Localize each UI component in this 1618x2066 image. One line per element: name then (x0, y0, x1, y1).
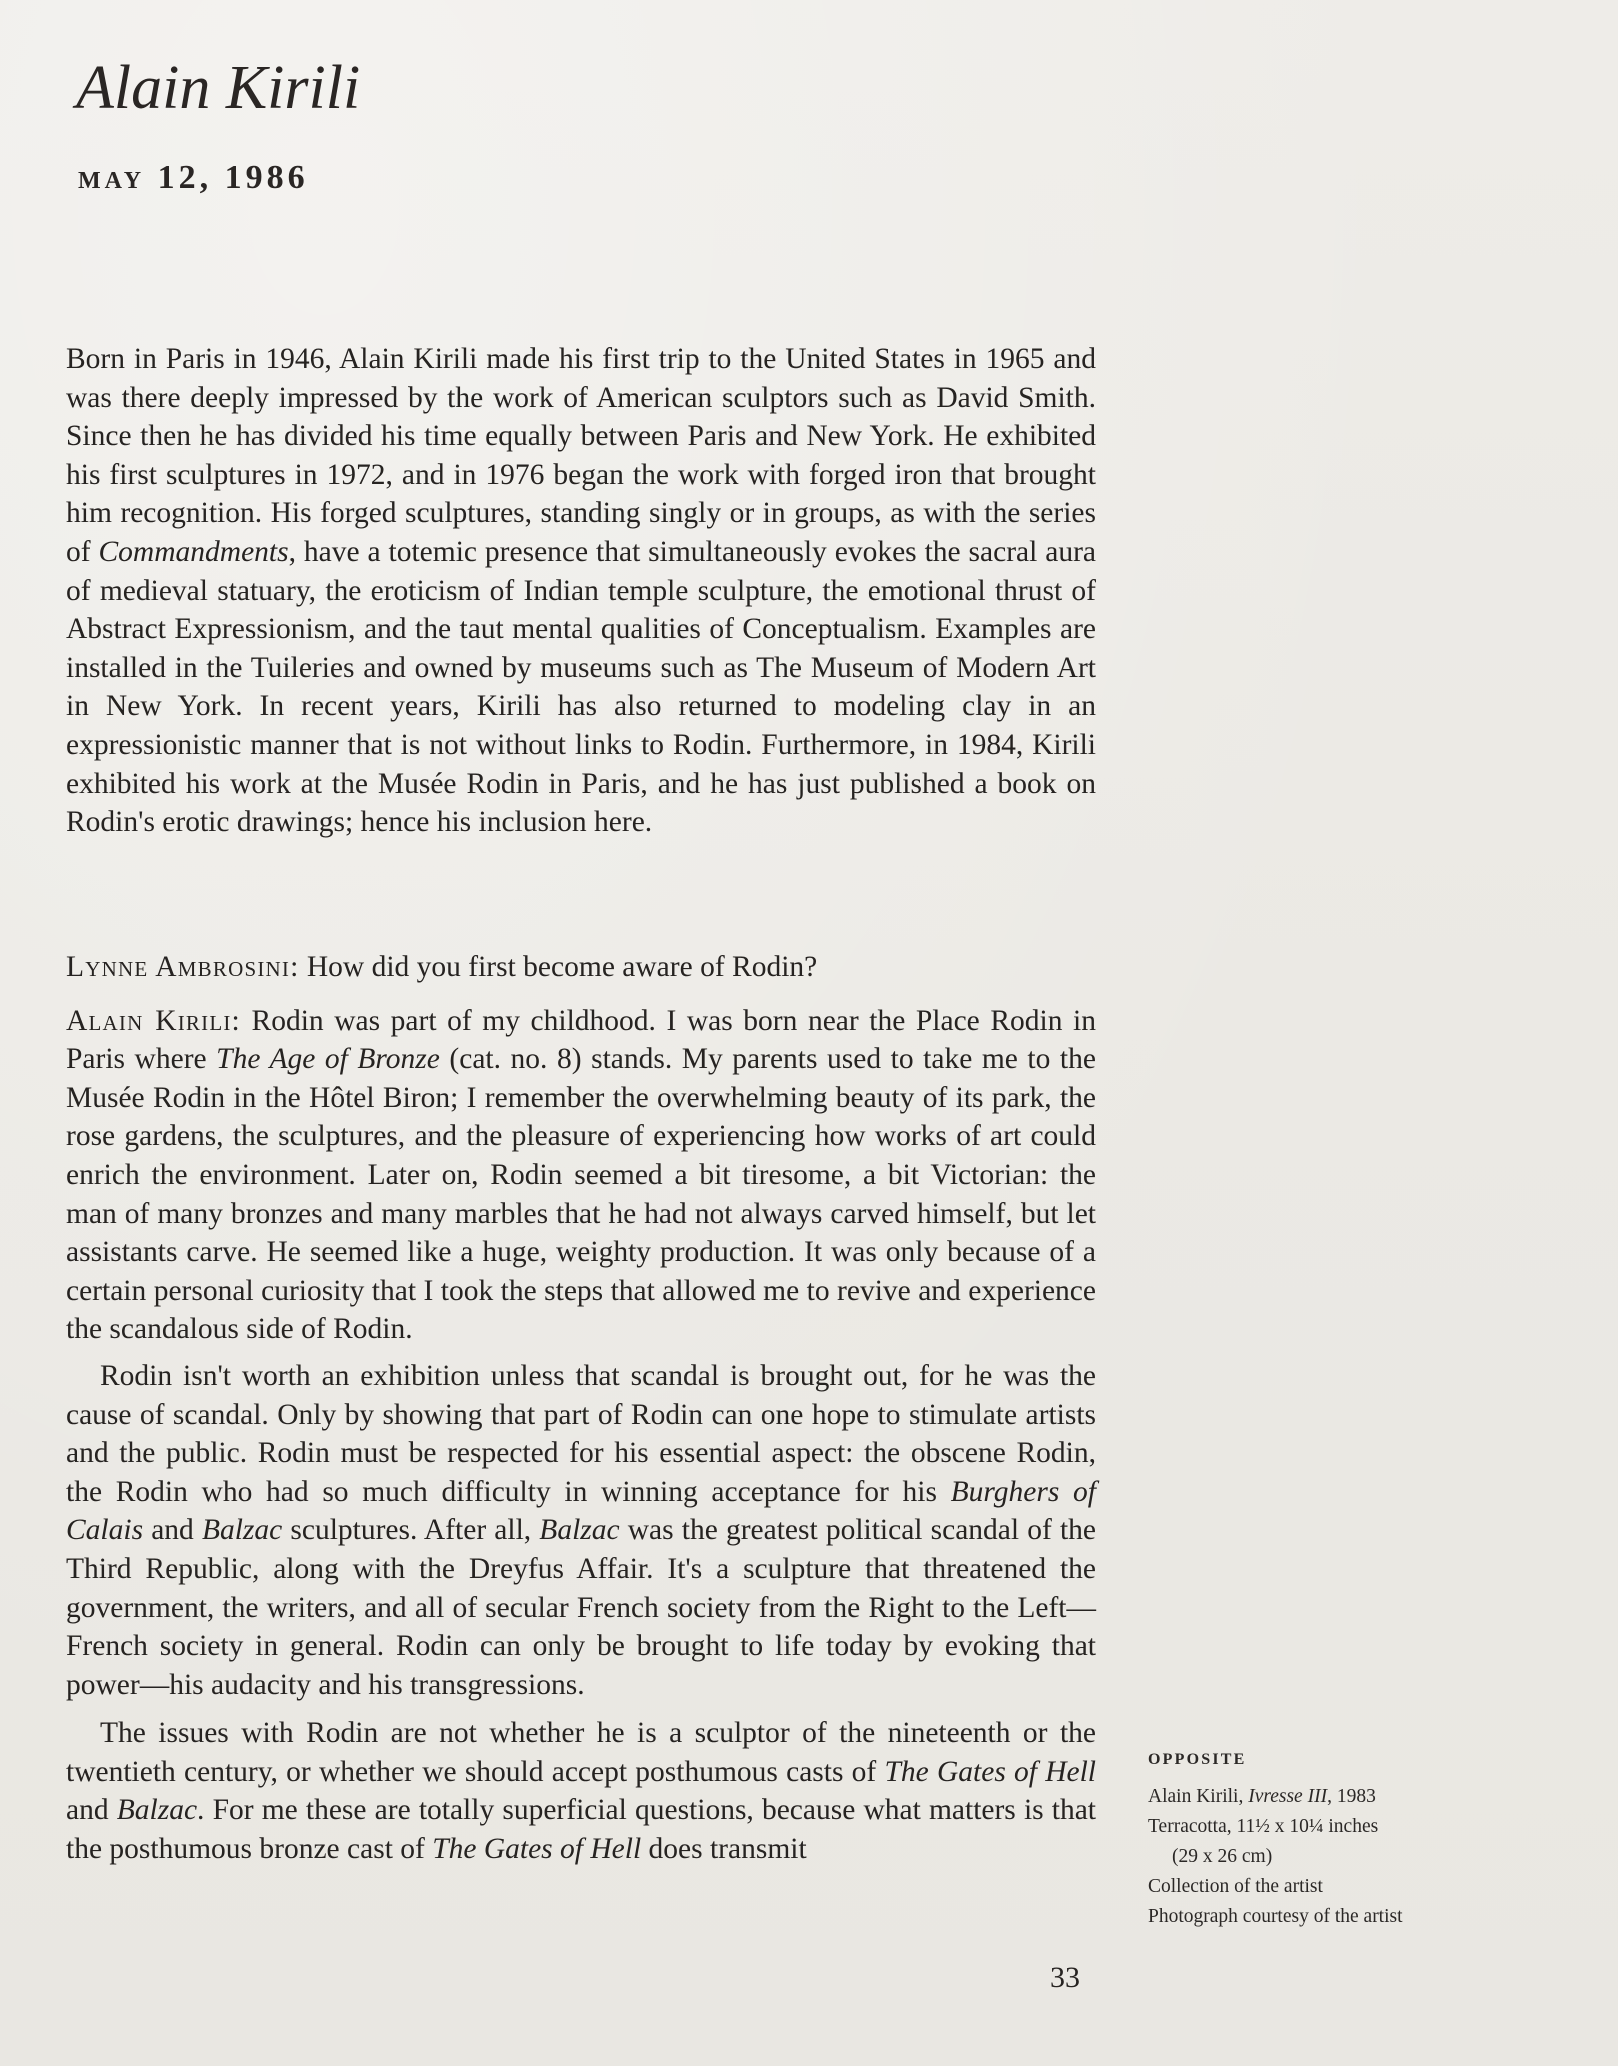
answer2-italic-title3: Balzac (539, 1514, 620, 1547)
answer2-italic-title2: Balzac (201, 1514, 283, 1547)
interview-question (66, 948, 1096, 987)
intro-text-part2: , have a totemic presence that simultaneously evokes the sacral aura of medieval statuary, the eroticism of Indian temple sculpture, the emotional thrust of Abstract Expressionism, and the taut mental qualities of Conceptualism. Examples are installed in the Tuileries and owned by museums such as The Museum of Modern Art in New York. In recent years, Kirili has also returned to modeling clay in an expressionistic manner that is not without links to Rodin. Furthermore, in 1984, Kirili exhibited his work at the Musée Rodin in Paris, and he has just published a book on Rodin's erotic drawings; hence his inclusion here. (66, 535, 1096, 839)
answer-speaker: Alain Kirili: (66, 1004, 241, 1037)
page-title: Alain Kirili (76, 54, 361, 122)
intro-text-part1: Born in Paris in 1946, Alain Kirili made his first trip to the United States in 1965 and was there deeply impressed by the work of American sculptors such as David Smith. Since then he has divided his time equally between Paris and New York. He exhibited his first sculptures in 1972, and in 1976 began the work with forged iron that brought him recognition. His forged sculptures, standing singly or in groups, as with the series of (66, 343, 1096, 568)
caption-credit: Photograph courtesy of the artist (1148, 1906, 1403, 1927)
answer1-part1: Rodin was part of my childhood. I was born near the Place Rodin in Paris where (66, 1004, 1096, 1076)
intro-italic-commandments: Commandments (98, 535, 289, 568)
caption-metric: (29 x 26 cm) (1172, 1846, 1273, 1867)
answer3-italic-title2: Balzac (116, 1794, 198, 1827)
intro-text (66, 340, 1096, 842)
interview-date: may 12, 1986 (78, 159, 309, 196)
answer2-part4: was the greatest political scandal of the Third Republic, along with the Dreyfus Affair. It's a sculpture that threatened the government, the writers, and all of secular French society from the Right to the Left—French society in general. Rodin can only be brought to life today by evoking that power—his audacity and his transgressions. (66, 1514, 1096, 1701)
answer-paragraph-1 (66, 1002, 1096, 1349)
answer1-part2: (cat. no. 8) stands. My parents used to take me to the Musée Rodin in the Hôtel Biron; I remember the overwhelming beauty of its park, the rose gardens, the sculptures, and the pleasure of experiencing how works of art could enrich the environment. Later on, Rodin seemed a bit tiresome, a bit Victorian: the man of many bronzes and many marbles that he had not always carved himself, but let assistants carve. He seemed like a huge, weighty production. It was only because of a certain personal curiosity that I took the steps that allowed me to revive and experience the scandalous side of Rodin. (66, 1043, 1096, 1346)
answer3-italic-title1: The Gates of Hell (884, 1755, 1096, 1788)
question-text: How did you first become aware of Rodin? (299, 951, 818, 983)
caption-artist: Alain Kirili, (1148, 1786, 1249, 1807)
interview-section (66, 948, 1096, 1869)
answer3-part1: The issues with Rodin are not whether he is a sculptor of the nineteenth or the twentieth century, or whether we should accept posthumous casts of (66, 1717, 1096, 1788)
answer-paragraph-2 (66, 1357, 1096, 1704)
caption-artist-line (1148, 1782, 1478, 1812)
answer2-italic-title1: Burghers of Calais (66, 1475, 1097, 1547)
answer2-part3: sculptures. After all, (282, 1514, 540, 1547)
answer3-part3: . For me these are totally superficial questions, because what matters is that the posthumous bronze cast of (66, 1794, 1097, 1866)
answer-paragraph-3 (66, 1714, 1096, 1868)
caption-collection: Collection of the artist (1148, 1876, 1323, 1897)
caption-medium: Terracotta, 11½ x 10¼ inches (1148, 1816, 1379, 1837)
answer1-italic-title1: The Age of Bronze (216, 1043, 440, 1076)
question-speaker: Lynne Ambrosini: (66, 951, 300, 983)
caption-heading: OPPOSITE (1148, 1751, 1247, 1768)
caption-year: , 1983 (1327, 1786, 1376, 1807)
answer3-italic-title3: The Gates of Hell (432, 1833, 642, 1866)
page-number: 33 (1050, 1961, 1080, 1994)
answer3-part2: and (66, 1794, 117, 1827)
answer3-part4: does transmit (641, 1833, 807, 1866)
answer2-part2: and (143, 1514, 202, 1547)
answer2-part1: Rodin isn't worth an exhibition unless that scandal is brought out, for he was the cause of scandal. Only by showing that part of Rodin can one hope to stimulate artists and the public. Rodin must be respected for his essential aspect: the obscene Rodin, the Rodin who had so much difficulty in winning acceptance for his (66, 1359, 1096, 1508)
intro-paragraph (66, 340, 1096, 842)
caption-work-title: Ivresse III (1248, 1786, 1328, 1807)
figure-caption (1148, 1748, 1478, 1932)
